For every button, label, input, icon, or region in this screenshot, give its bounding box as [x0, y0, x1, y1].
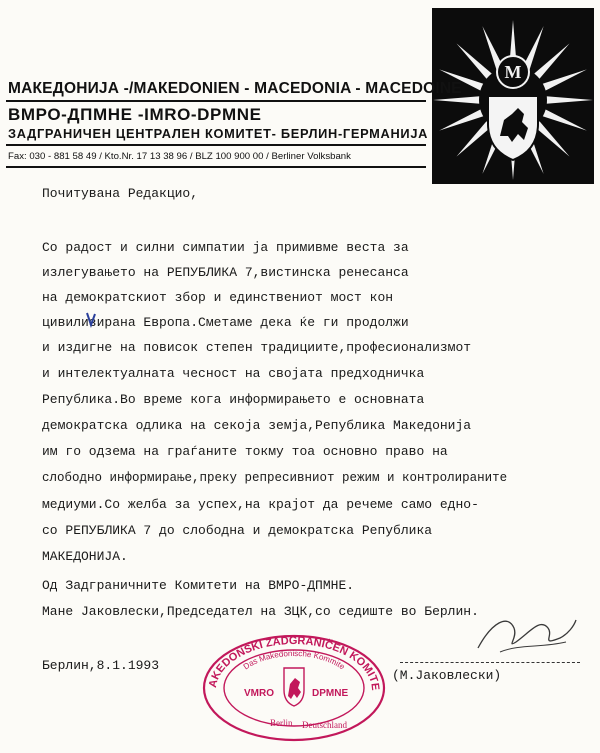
letterhead-rule-bottom	[6, 166, 426, 168]
letterhead-party: ВМРО-ДПМНЕ -IMRO-DPMNE	[8, 105, 262, 124]
body-line: слободно информирање,преку репресивниот режим и контролираните	[42, 471, 508, 485]
letterhead-committee: ЗАДГРАНИЧЕН ЦЕНТРАЛЕН КОМИТЕТ- БЕРЛИН-ГЕРМАНИЈА	[8, 126, 429, 141]
body-line: и издигне на повисок степен традициите,професионализмот	[42, 340, 472, 355]
body-line: цивилизирана Европа.Сметаме дека ќе ги продолжи	[42, 315, 409, 330]
body-line: излегувањето на РЕПУБЛИКА 7,вистинска ренесанса	[42, 265, 409, 280]
stamp-outer-text: AKEDONSKI ZADGRANIČEN KOMITE	[206, 634, 382, 691]
closing-line-president: Мане Јаковлески,Председател на ЗЦК,со седиште во Берлин.	[42, 604, 479, 619]
body-line: Република.Во време кога информирањето е основната	[42, 392, 425, 407]
emblem-letter: M	[504, 62, 522, 82]
body-line: медиуми.Со желба за успех,на крајот да речеме само едно-	[42, 497, 479, 512]
pen-correction-mark-icon	[84, 311, 98, 329]
body-line: им го одзема на граѓаните токму тоа основно право на	[42, 444, 448, 459]
stamp-left-label: VMRO	[244, 688, 274, 699]
stamp-bottom-left: Berlin	[270, 718, 293, 728]
body-line: на демократскиот збор и единствениот мост кон	[42, 290, 394, 305]
body-line: демократска одлика на секоја земја,Република Македонија	[42, 418, 472, 433]
letterhead-rule-top	[6, 100, 426, 102]
signatory-name: (М.Јаковлески)	[392, 668, 502, 683]
stamp-right-label: DPMNE	[312, 688, 349, 699]
svg-text:MAKEDONSKI ZADGRANIČEN KOMITET	[200, 632, 381, 691]
handwritten-signature-icon	[470, 608, 580, 660]
closing-line-committees: Од Задграничните Комитети на ВМРО-ДПМНЕ.	[42, 578, 355, 593]
signature-line	[400, 662, 580, 663]
salutation: Почитувана Редакцио,	[42, 186, 199, 201]
body-line: Со радост и силни симпатии ја примивме веста за	[42, 240, 409, 255]
letterhead-rule-mid	[6, 144, 426, 146]
letterhead-fax-line: Fax: 030 - 881 58 49 / Kto.Nr. 17 13 38 96 / BLZ 100 900 00 / Berliner Volksbank	[8, 151, 351, 162]
stamp-inner-text: Das Makedonische Kommite	[241, 648, 347, 672]
stamp-bottom-right: Deutschland	[302, 720, 347, 730]
place-date: Берлин,8.1.1993	[42, 658, 160, 673]
official-stamp	[200, 632, 388, 742]
committee-stamp-icon	[200, 632, 388, 742]
letterhead-countries: МАКЕДОНИЈА -/МАКЕDONIEN - MACEDONIA - MACEDOINE	[8, 80, 462, 97]
body-line: МАКЕДОНИЈА.	[42, 549, 128, 564]
body-line: со РЕПУБЛИКА 7 до слободна и демократска Република	[42, 523, 433, 538]
body-line: и интелектуалната чесност на својата предходничка	[42, 366, 425, 381]
